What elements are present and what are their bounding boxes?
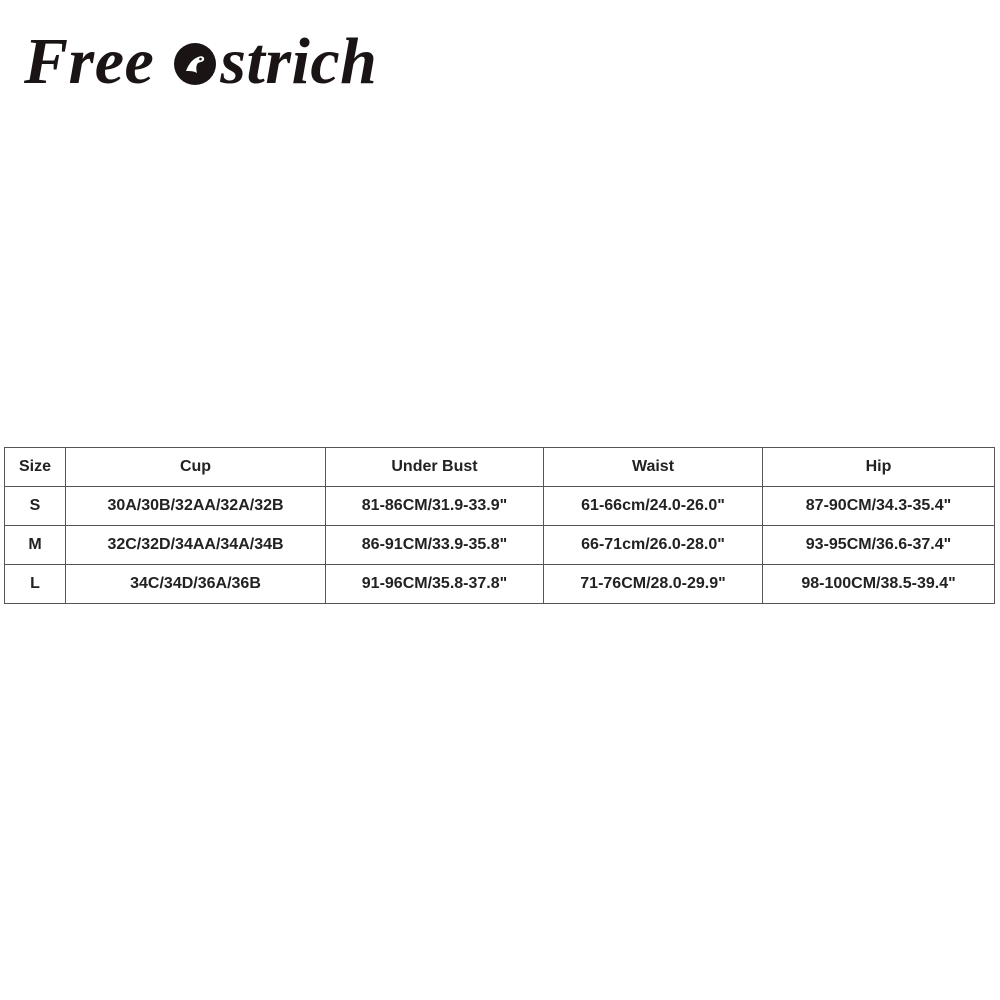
cell-size: M <box>5 526 66 565</box>
cell-size: L <box>5 565 66 604</box>
table-header-row <box>5 448 995 487</box>
table-row <box>5 487 995 526</box>
brand-name-free: Free <box>24 25 155 98</box>
cell-cup: 34C/34D/36A/36B <box>66 565 326 604</box>
header-waist: Waist <box>544 448 763 487</box>
cell-under-bust: 86-91CM/33.9-35.8" <box>326 526 544 565</box>
cell-hip: 98-100CM/38.5-39.4" <box>763 565 995 604</box>
cell-under-bust: 81-86CM/31.9-33.9" <box>326 487 544 526</box>
header-cup: Cup <box>66 448 326 487</box>
cell-hip: 93-95CM/36.6-37.4" <box>763 526 995 565</box>
brand-name-strich: strich <box>220 25 378 98</box>
cell-size: S <box>5 487 66 526</box>
cell-hip: 87-90CM/34.3-35.4" <box>763 487 995 526</box>
header-size: Size <box>5 448 66 487</box>
table-row <box>5 526 995 565</box>
cell-waist: 66-71cm/26.0-28.0" <box>544 526 763 565</box>
cell-waist: 71-76CM/28.0-29.9" <box>544 565 763 604</box>
table-row <box>5 565 995 604</box>
brand-logo <box>24 22 377 102</box>
ostrich-head-o-icon <box>172 41 218 87</box>
size-chart-table <box>4 447 995 604</box>
cell-cup: 30A/30B/32AA/32A/32B <box>66 487 326 526</box>
cell-under-bust: 91-96CM/35.8-37.8" <box>326 565 544 604</box>
cell-cup: 32C/32D/34AA/34A/34B <box>66 526 326 565</box>
cell-waist: 61-66cm/24.0-26.0" <box>544 487 763 526</box>
header-under-bust: Under Bust <box>326 448 544 487</box>
header-hip: Hip <box>763 448 995 487</box>
